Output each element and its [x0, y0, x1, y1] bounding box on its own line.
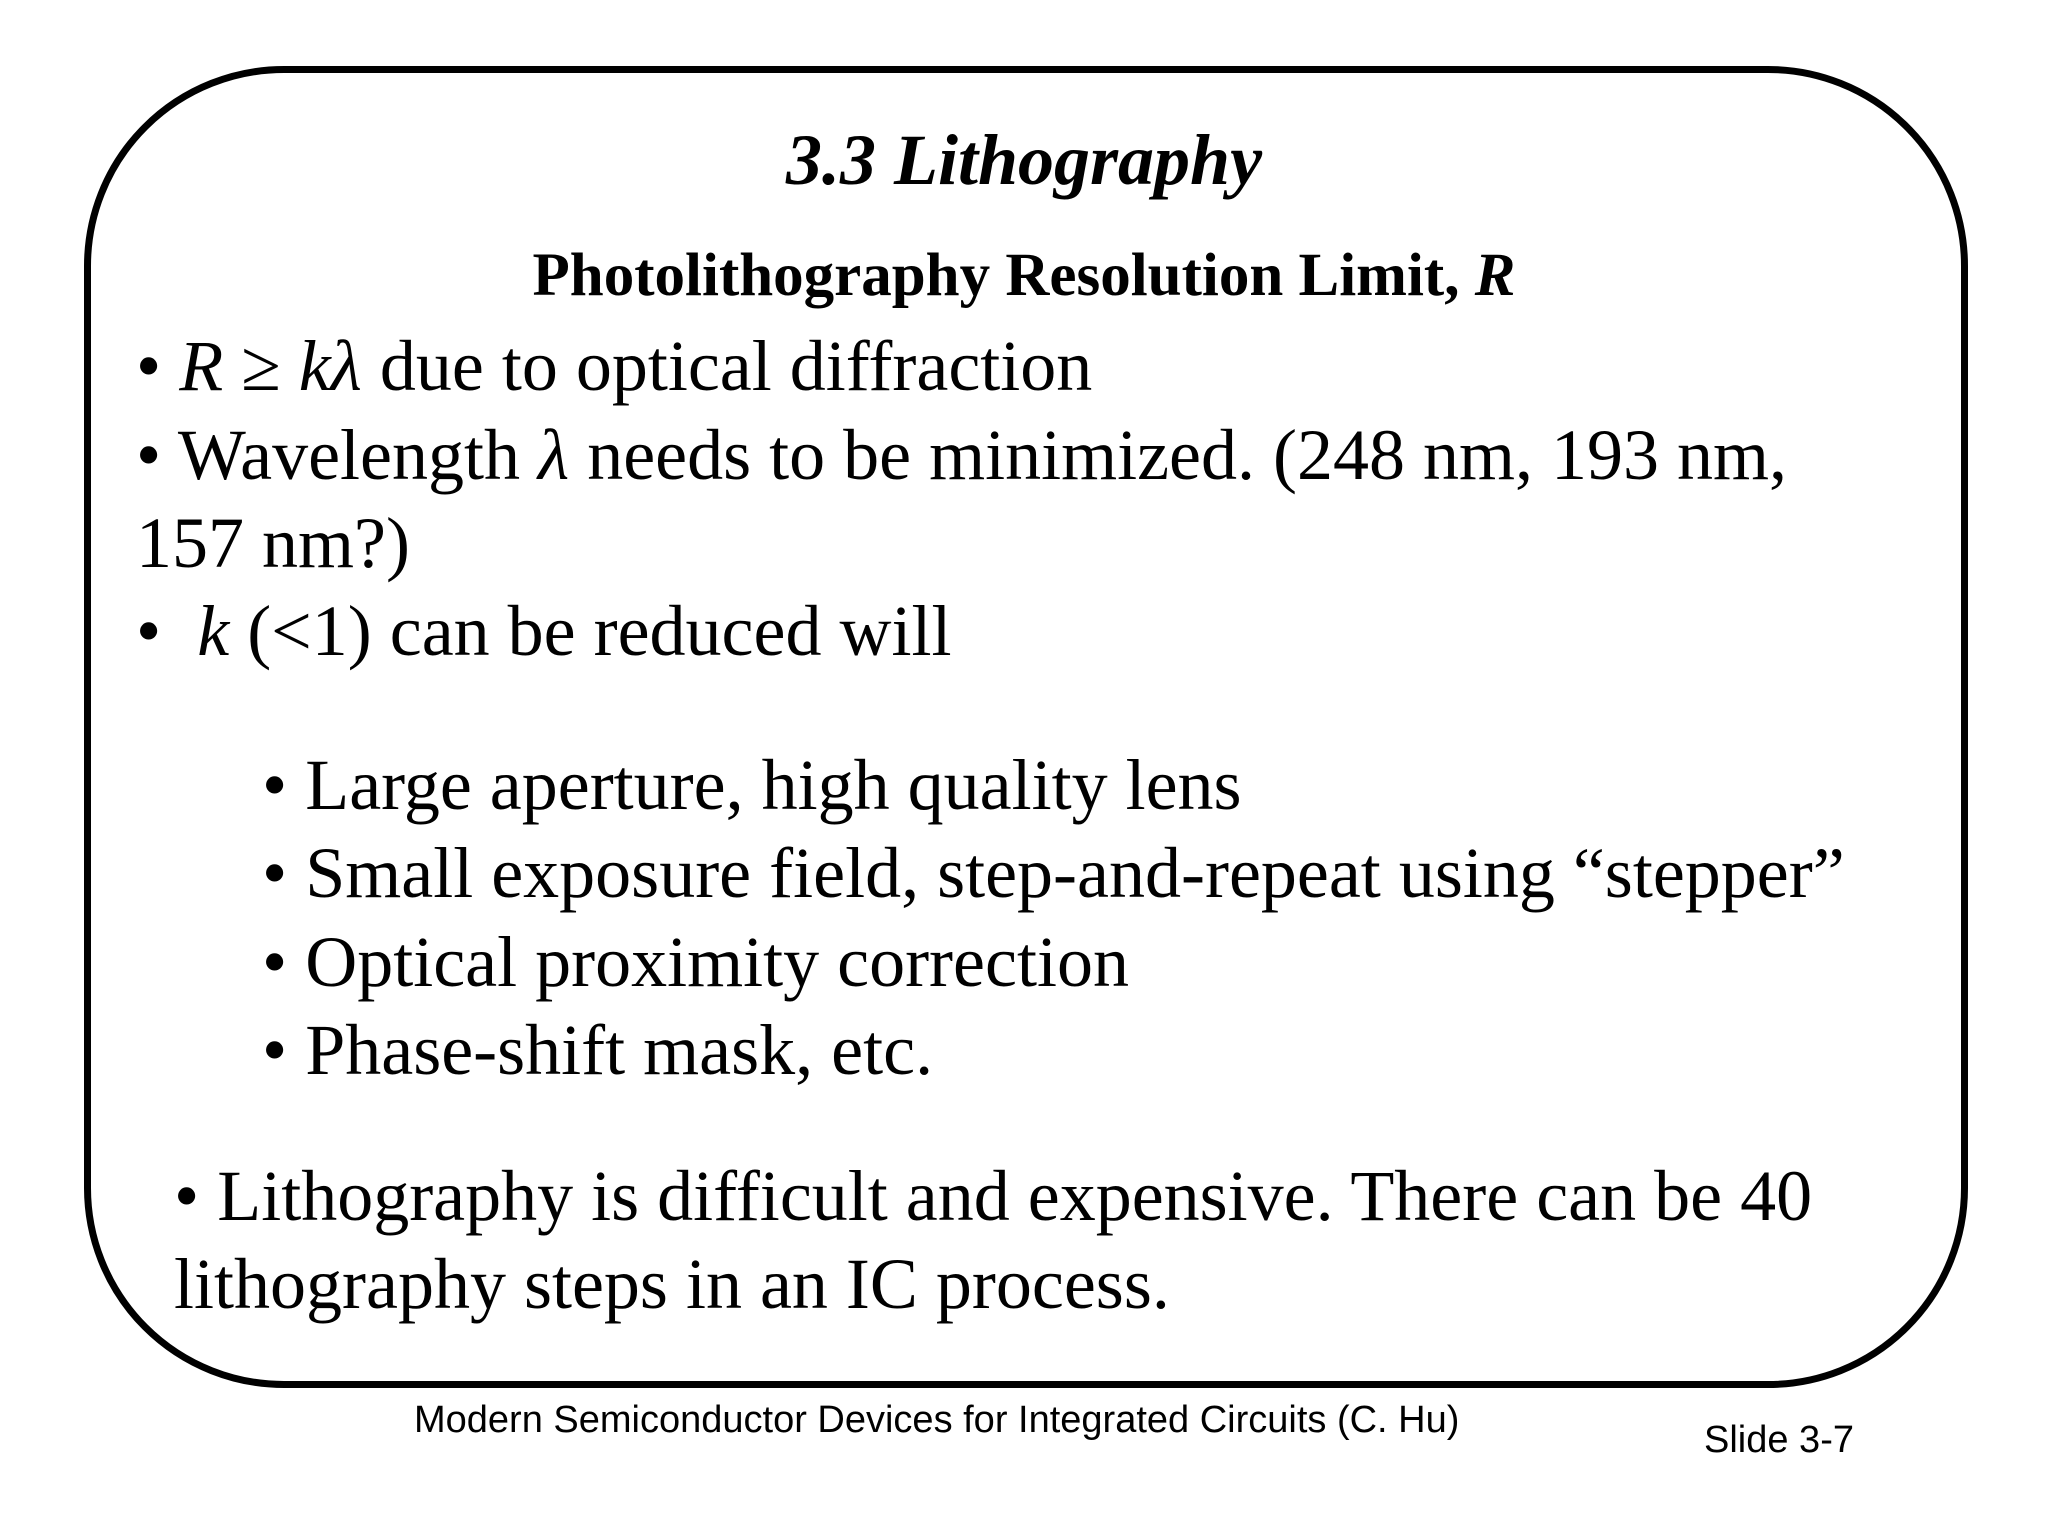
bullet-marker: •: [136, 326, 162, 406]
bullet-wavelength: [136, 412, 1787, 498]
subtitle-text: Photolithography Resolution Limit,: [532, 242, 1475, 309]
bullet-marker: •: [136, 591, 162, 671]
k-symbol: k: [197, 591, 230, 671]
wavelength-label: Wavelength: [161, 415, 538, 495]
bullet-marker: •: [136, 415, 162, 495]
formula-description: due to optical diffraction: [361, 326, 1093, 406]
k-factor-description: (<1) can be reduced will: [229, 591, 952, 671]
formula-operator: ≥: [223, 326, 299, 406]
slide-subtitle: [0, 240, 2048, 312]
sub-bullet-proximity-correction: • Optical proximity correction: [262, 922, 1129, 1002]
sub-bullet-phase-shift: • Phase-shift mask, etc.: [262, 1010, 934, 1090]
wavelength-description: needs to be minimized. (248 nm, 193 nm,: [569, 415, 1787, 495]
footer-slide-number: Slide 3-7: [1704, 1419, 1854, 1461]
lambda-symbol: λ: [538, 415, 570, 495]
bullet-resolution-formula: [136, 323, 1092, 409]
bullet-cost-line1: • Lithography is difficult and expensive. There can be 40: [174, 1156, 1813, 1236]
sub-bullet-exposure-field: • Small exposure field, step-and-repeat using “stepper”: [262, 833, 1845, 913]
slide-title: 3.3 Lithography: [785, 120, 1263, 200]
subtitle-variable: R: [1474, 242, 1516, 309]
bullet-k-factor: [136, 588, 951, 674]
footer-source: Modern Semiconductor Devices for Integrated Circuits (C. Hu): [414, 1399, 1460, 1441]
bullet-wavelength-continued: 157 nm?): [136, 503, 410, 583]
formula-k-lambda: kλ: [298, 326, 362, 406]
bullet-cost-line2: lithography steps in an IC process.: [174, 1244, 1170, 1324]
formula-r: R: [179, 326, 224, 406]
sub-bullet-aperture: • Large aperture, high quality lens: [262, 745, 1242, 825]
